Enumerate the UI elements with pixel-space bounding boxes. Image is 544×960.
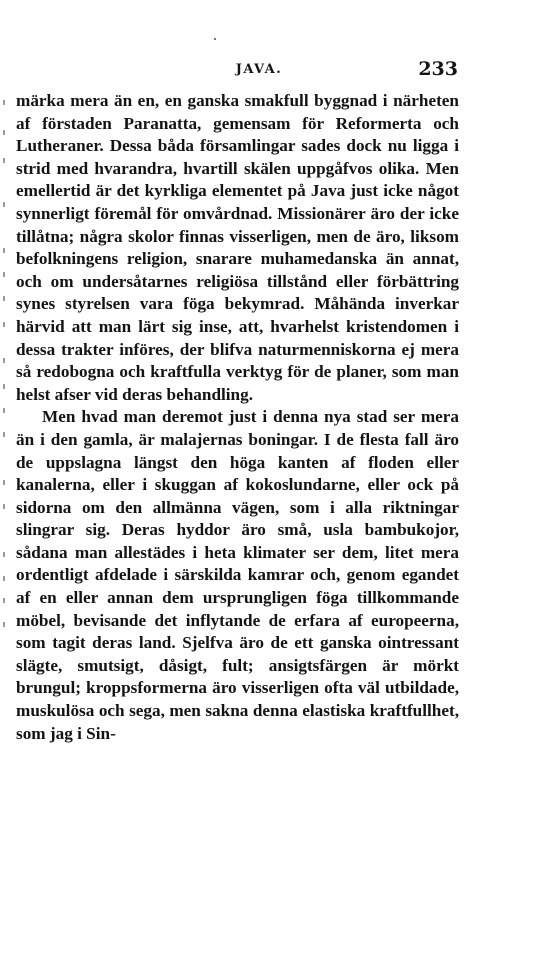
running-head: JAVA. xyxy=(235,62,283,77)
paragraph: Men hvad man deremot just i denna nya stad ser mera än i den gamla, är malajernas boningar. I de flesta fall äro de uppslagna längst den höga kanten af floden eller kanalerna, eller i skuggan af kokoslundarne, eller ock på sidorna om den allmänna vägen, som i alla riktningar slingrar sig. Deras hyddor äro små, usla bambukojor, sådana man allestädes i heta klimater ser dem, litet mera ordentligt afdelade i särskilda kamrar och, genom egandet af en eller annan dem ursprungligen föga tillkommande möbel, bevisande det inflytande de erfara af europeerna, som tagit deras land. Sjelfva äro de ett ganska ointressant slägte, smutsigt, dåsigt, fult; ansigtsfärgen är mörkt brungul; kroppsformerna äro visserligen ofta väl utbildade, muskulösa och sega, men sakna denna elastiska kraftfullhet, som jag i Sin- xyxy=(16,407,459,743)
body-text xyxy=(16,90,459,745)
page-header xyxy=(60,58,458,82)
gutter-marks xyxy=(3,100,9,660)
page-number: 233 xyxy=(418,58,458,80)
print-speck xyxy=(214,38,216,40)
paragraph: märka mera än en, en ganska smakfull byggnad i närheten af förstaden Paranatta, gemensam för Reformerta och Lutheraner. Dessa båda församlingar sades dock nu ligga i strid med hvarandra, hvartill skälen uppgåfvos olika. Men emellertid är det kyrkliga elementet på Java just icke något synnerligt föremål för omvårdnad. Missionärer äro der icke tillåtna; några skolor finnas visserligen, men de äro, liksom befolkningens religion, snarare muhamedanska än annat, och om undersåtarnes religiösa tillstånd eller förbättring synes styrelsen vara föga bekymrad. Måhända inverkar härvid att man lärt sig inse, att, hvarhelst kristendomen i dessa trakter införes, der blifva naturmenniskorna ej mera så redobogna och kraftfulla verktyg för de planer, som man helst afser vid deras behandling. xyxy=(16,91,459,404)
